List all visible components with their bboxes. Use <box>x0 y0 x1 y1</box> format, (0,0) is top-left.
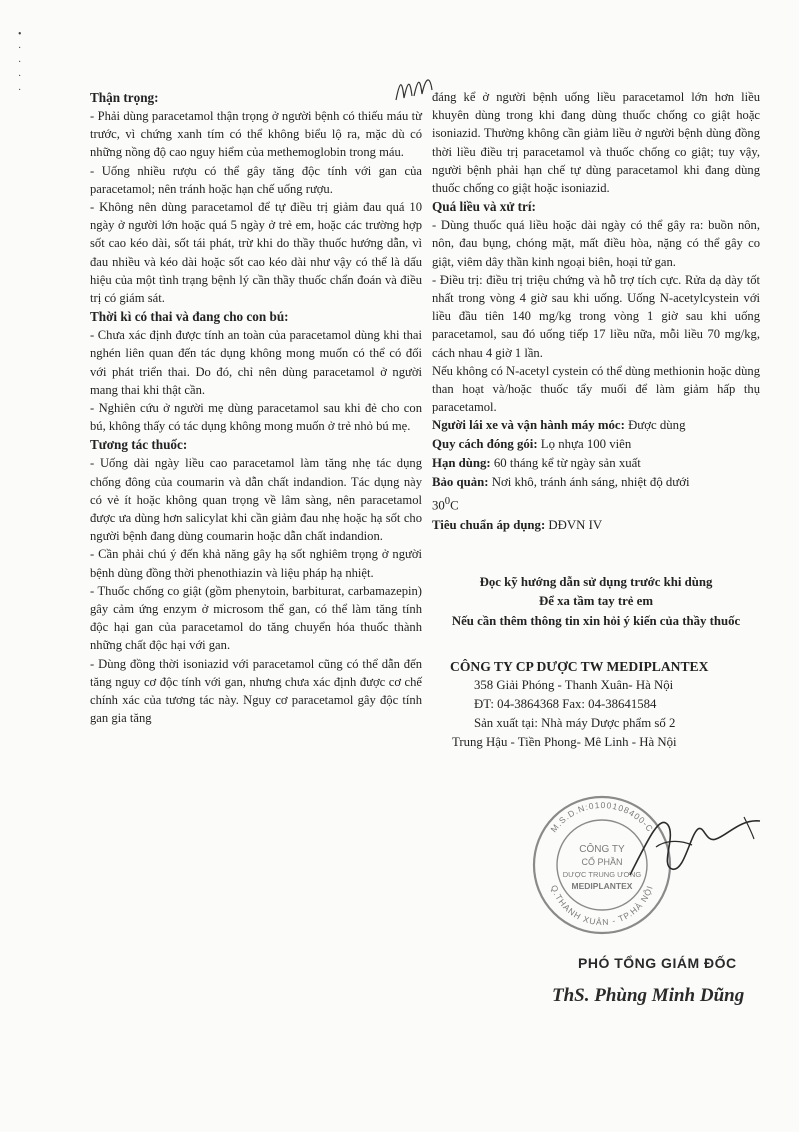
paragraph: - Chưa xác định được tính an toàn của paracetamol dùng khi thai nghén liên quan đến tác dụng không mong muốn có thể có đối với phát triển thai. Do đó, chỉ nên dùng paracetamol ở người mang thai khi thật cần. <box>90 328 422 397</box>
field-value: Lọ nhựa 100 viên <box>540 437 632 452</box>
paragraph: - Phải dùng paracetamol thận trọng ở người bệnh có thiếu máu từ trước, vì chứng xanh tím có thể không biểu lộ ra, mặc dù có những nồng độ cao nguy hiểm của methemoglobin trong máu. <box>90 109 422 160</box>
company-address: 358 Giải Phóng - Thanh Xuân- Hà Nội <box>474 678 674 693</box>
field-label: Quy cách đóng gói: <box>432 437 538 452</box>
field-value: Được dùng <box>628 418 686 433</box>
left-column <box>90 88 422 728</box>
seal-line-3: DƯỢC TRUNG ƯƠNG <box>562 870 642 879</box>
signer-name: ThS. Phùng Minh Dũng <box>552 985 745 1006</box>
field-value: 60 tháng kể từ ngày sản xuất <box>493 456 641 471</box>
seal-line-2: CỔ PHẦN <box>581 857 623 867</box>
paragraph: - Không nên dùng paracetamol để tự điều trị giảm đau quá 10 ngày ở người lớn hoặc quá 5 ngày ở trẻ em, hoặc các trường hợp sốt cao kéo dài, sốt tái phát, trừ khi do thầy thuốc hướng dẫn, vì đau nhiều và kéo dài hoặc sốt cao kéo dài như vậy có thể là dấu hiệu của một tình trạng bệnh lý cần thầy thuốc chẩn đoán và điều trị có giám sát. <box>90 200 422 306</box>
heading-thai-ki: Thời kì có thai và đang cho con bú: <box>90 309 289 325</box>
company-block <box>432 657 760 752</box>
heading-than-trong: Thận trọng: <box>90 90 159 105</box>
field-value: DĐVN IV <box>548 517 603 532</box>
paragraph: - Thuốc chống co giật (gồm phenytoin, barbiturat, carbamazepin) gây cảm ứng enzym ở microsom thể gan, có thể làm tăng tính độc hại gan của paracetamol do tăng chuyển hóa thuốc thành những chất độc hại với gan. <box>90 583 422 653</box>
field-driving <box>432 416 760 435</box>
paragraph: - Cần phải chú ý đến khả năng gây hạ sốt nghiêm trọng ở người bệnh dùng đồng thời phenothiazin và liệu pháp hạ nhiệt. <box>90 547 422 580</box>
field-label: Người lái xe và vận hành máy móc: <box>432 418 625 433</box>
company-factory-address: Trung Hậu - Tiền Phong- Mê Linh - Hà Nội <box>452 735 677 750</box>
seal-line-4: MEDIPLANTEX <box>571 881 633 891</box>
storage-temp-number: 30 <box>432 498 445 513</box>
field-standard <box>432 516 760 535</box>
field-packaging <box>432 435 760 454</box>
warning-line: Nếu cần thêm thông tin xin hỏi ý kiến của thầy thuốc <box>451 613 741 628</box>
seal-ring-bottom: Q.THANH XUÂN - TP.HÀ NỘI <box>548 883 655 928</box>
field-label: Hạn dùng: <box>432 456 491 471</box>
storage-temp-unit: C <box>450 498 459 513</box>
field-storage <box>432 473 760 515</box>
field-value: Nơi khô, tránh ánh sáng, nhiệt độ dưới <box>491 475 690 490</box>
field-label: Bảo quản: <box>432 475 489 490</box>
warnings-block <box>432 573 760 632</box>
company-factory: Sản xuất tại: Nhà máy Dược phẩm số 2 <box>474 716 676 731</box>
paragraph-continuation: đáng kể ở người bệnh uống liều paracetamol lớn hơn liều khuyên dùng trong khi đang dùng thuốc chống co giật hoặc isoniazid. Thường không cần giảm liều ở người bệnh dùng đồng thời liều điều trị paracetamol và thuốc chống co giật; tuy vậy, người bệnh phải hạn chế tự dùng paracetamol khi đang dùng thuốc chống co giật hoặc isoniazid. <box>432 90 760 196</box>
paragraph: - Điều trị: điều trị triệu chứng và hỗ trợ tích cực. Rửa dạ dày tốt nhất trong vòng 4 giờ sau khi uống. Uống N-acetylcystein với liều đầu tiên 140 mg/kg trong vòng 1 giờ sau khi uống paracetamol, sau đó uống tiếp 17 liều nữa, mỗi liều 70 mg/kg, cách nhau 4 giờ 1 lần. <box>432 272 760 360</box>
company-name: CÔNG TY CP DƯỢC TW MEDIPLANTEX <box>450 659 709 675</box>
signature-scribble-icon <box>620 795 770 905</box>
paragraph: - Dùng thuốc quá liều hoặc dài ngày có thể gây ra: buồn nôn, nôn, đau bụng, chóng mặt, mất điều hòa, nặng có thể gây co giật, viêm dây thần kinh ngoại biên, hoại tử gan. <box>432 218 760 269</box>
warning-line: Để xa tầm tay trẻ em <box>538 594 654 609</box>
paragraph: Nếu không có N-acetyl cystein có thể dùng methionin hoặc dùng than hoạt và/hoặc thuốc tẩy muối để làm giảm hấp thụ paracetamol. <box>432 363 760 415</box>
field-label: Tiêu chuẩn áp dụng: <box>432 517 546 532</box>
heading-tuong-tac: Tương tác thuốc: <box>90 437 188 453</box>
storage-temp-degree: 0 <box>444 496 451 508</box>
signer-title: PHÓ TỔNG GIÁM ĐỐC <box>578 955 737 971</box>
paragraph: - Uống nhiều rượu có thể gây tăng độc tính với gan của paracetamol; nên tránh hoặc hạn chế uống rượu. <box>90 163 422 196</box>
right-column <box>432 88 760 752</box>
seal-ring-top: M.S.D.N:0100108400-C <box>548 799 656 835</box>
company-phone: ĐT: 04-3864368 Fax: 04-38641584 <box>474 697 657 712</box>
seal-line-1: CÔNG TY <box>579 844 625 855</box>
paragraph: - Dùng đồng thời isoniazid với paracetamol cũng có thể dẫn đến tăng nguy cơ độc tính với gan, nhưng chưa xác định được cơ chế chính xác của tương tác này. Nguy cơ paracetamol gây độc tính gan gia tăng <box>90 656 422 726</box>
paragraph: - Uống dài ngày liều cao paracetamol làm tăng nhẹ tác dụng chống đông của coumarin và dẫn chất indandion. Tác dụng này có vẻ ít hoặc không quan trọng về lâm sàng, nên paracetamol được ưa dùng hơn salicylat khi cần giảm đau nhẹ hoặc hạ sốt cho người bệnh đang dùng coumarin hoặc dẫn chất indandion. <box>90 456 422 544</box>
warning-line: Đọc kỹ hướng dẫn sử dụng trước khi dùng <box>479 574 713 589</box>
heading-qua-lieu: Quá liều và xử trí: <box>432 199 536 215</box>
field-expiry <box>432 454 760 473</box>
paragraph: - Nghiên cứu ở người mẹ dùng paracetamol sau khi đẻ cho con bú, không thấy có tác dụng không mong muốn ở trẻ nhỏ bú mẹ. <box>90 401 422 434</box>
margin-marks: • · · · · <box>18 29 22 96</box>
